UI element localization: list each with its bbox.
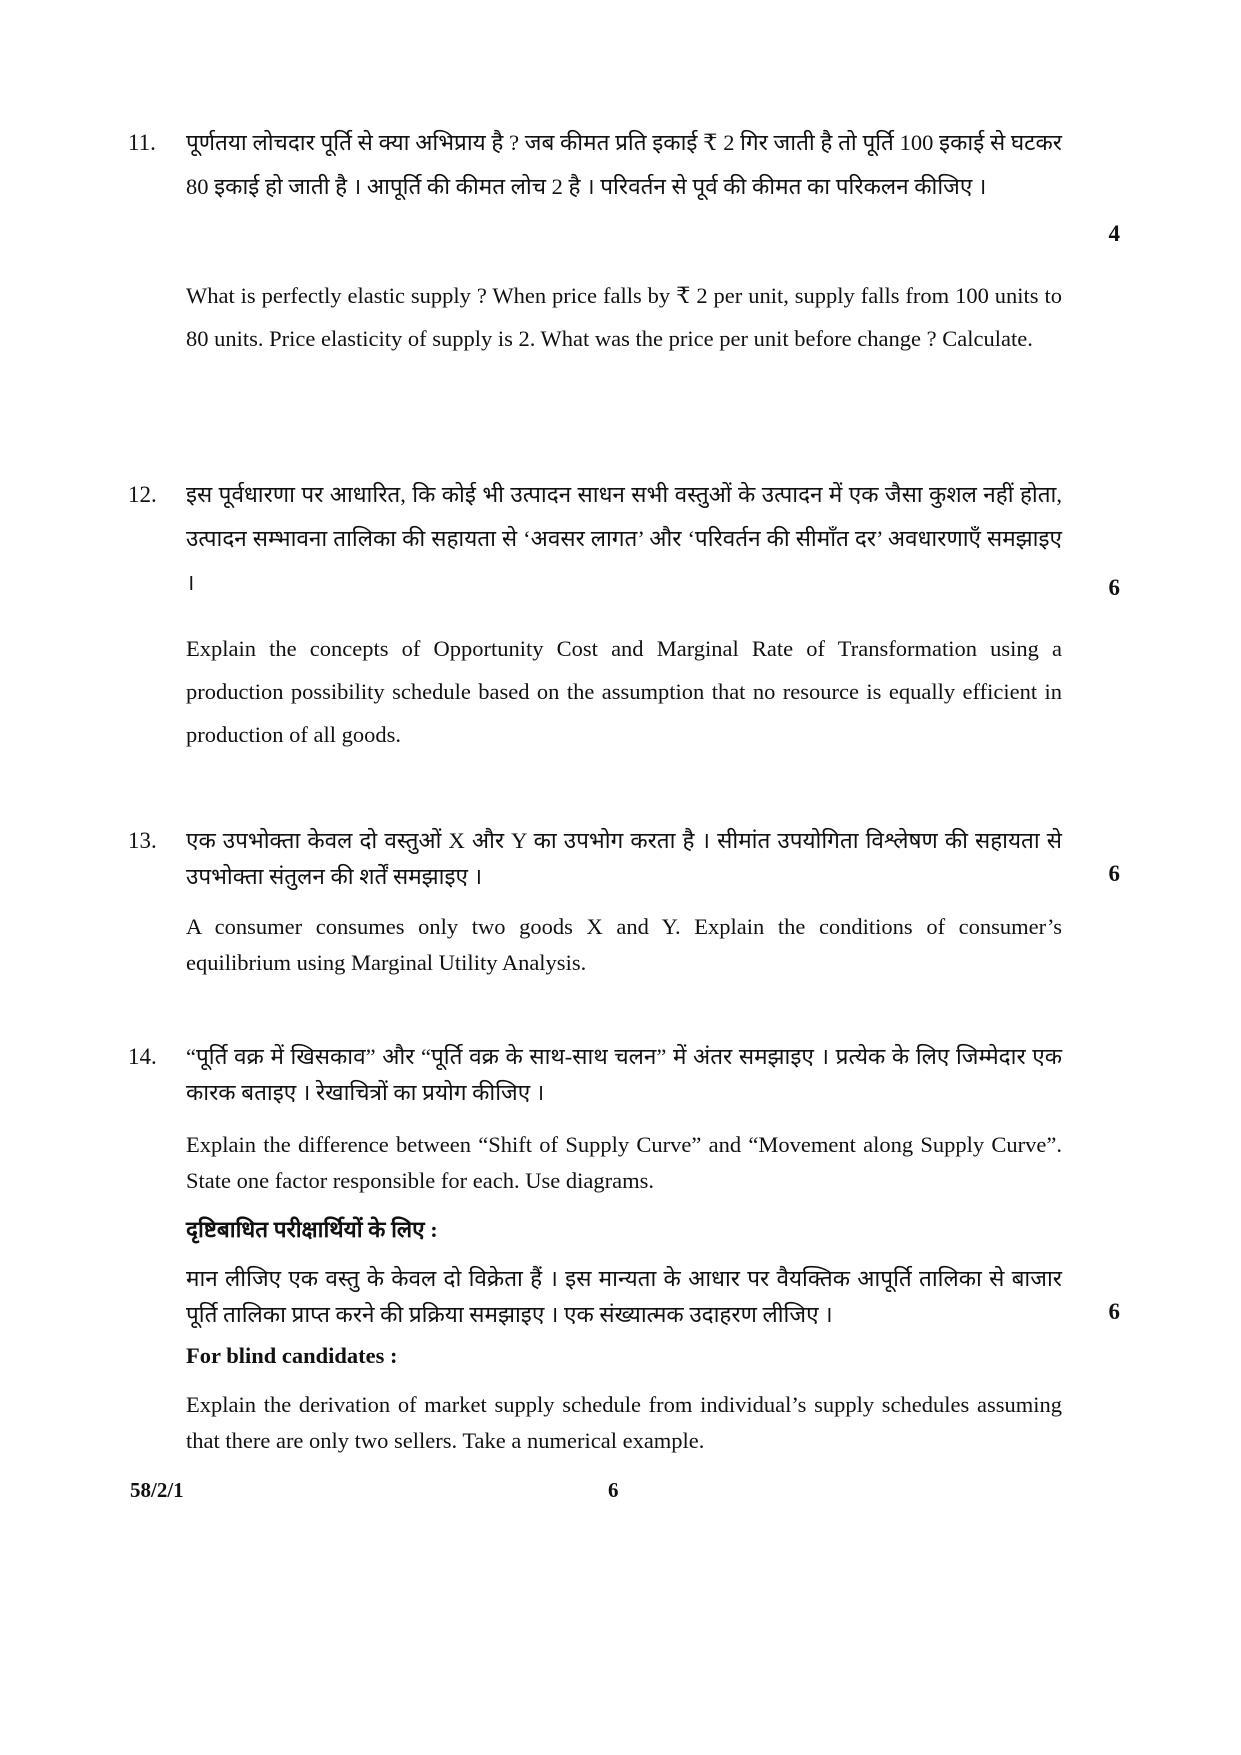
question-number: 14. (128, 1044, 157, 1069)
blind-candidates-hindi-text: मान लीजिए एक वस्तु के केवल दो विक्रेता हैं । इस मान्यता के आधार पर वैयक्तिक आपूर्ति तालिका से बाजार पूर्ति तालिका प्राप्त करने की प्रक्रिया समझाइए । एक संख्यात्मक उदाहरण लीजिए । (186, 1266, 1062, 1327)
marks-label: 6 (1108, 1299, 1120, 1324)
question-hindi-text: पूर्णतया लोचदार पूर्ति से क्या अभिप्राय है ? जब कीमत प्रति इकाई ₹ 2 गिर जाती है तो पूर्ति 100 इकाई से घटकर 80 इकाई हो जाती है । आपूर्ति की कीमत लोच 2 है । परिवर्तन से पूर्व की कीमत का परिकलन कीजिए । (186, 130, 1062, 199)
paper-code: 58/2/1 (130, 1478, 184, 1502)
question-hindi-text: इस पूर्वधारणा पर आधारित, कि कोई भी उत्पादन साधन सभी वस्तुओं के उत्पादन में एक जैसा कुशल नहीं होता, उत्पादन सम्भावना तालिका की सहायता से ‘अवसर लागत’ और ‘परिवर्तन की सीमाँत दर’ अवधारणाएँ समझाइए । (186, 482, 1062, 595)
question-english-text: What is perfectly elastic supply ? When price falls by ₹ 2 per unit, supply falls from 100 units to 80 units. Price elasticity of supply is 2. What was the price per unit before change ? Calculate. (186, 283, 1062, 351)
page-number: 6 (608, 1478, 619, 1502)
question-hindi-text: एक उपभोक्ता केवल दो वस्तुओं X और Y का उपभोग करता है । सीमांत उपयोगिता विश्लेषण की सहायता से उपभोक्ता संतुलन की शर्तें समझाइए । (186, 828, 1062, 889)
marks-label: 4 (1108, 221, 1120, 246)
marks-label: 6 (1108, 575, 1120, 600)
question-hindi-text: “पूर्ति वक्र में खिसकाव” और “पूर्ति वक्र के साथ-साथ चलन” में अंतर समझाइए । प्रत्येक के लिए जिम्मेदार एक कारक बताइए । रेखाचित्रों का प्रयोग कीजिए । (186, 1044, 1062, 1105)
question-english-text: Explain the concepts of Opportunity Cost and Marginal Rate of Transformation using a production possibility schedule based on the assumption that no resource is equally efficient in production of all goods. (186, 636, 1062, 747)
question-number: 13. (128, 828, 157, 853)
question-english-text: Explain the difference between “Shift of Supply Curve” and “Movement along Supply Curve”. State one factor responsible for each. Use diagrams. (186, 1132, 1062, 1193)
blind-candidates-english-text: Explain the derivation of market supply schedule from individual’s supply schedules assuming that there are only two sellers. Take a numerical example. (186, 1392, 1062, 1453)
question-number: 11. (128, 130, 156, 155)
blind-candidates-heading-hindi: दृष्टिबाधित परीक्षार्थियों के लिए : (186, 1217, 438, 1242)
question-number: 12. (128, 482, 157, 507)
marks-label: 6 (1108, 861, 1120, 886)
question-english-text: A consumer consumes only two goods X and Y. Explain the conditions of consumer’s equilibrium using Marginal Utility Analysis. (186, 914, 1062, 975)
blind-candidates-heading-english: For blind candidates : (186, 1343, 398, 1368)
